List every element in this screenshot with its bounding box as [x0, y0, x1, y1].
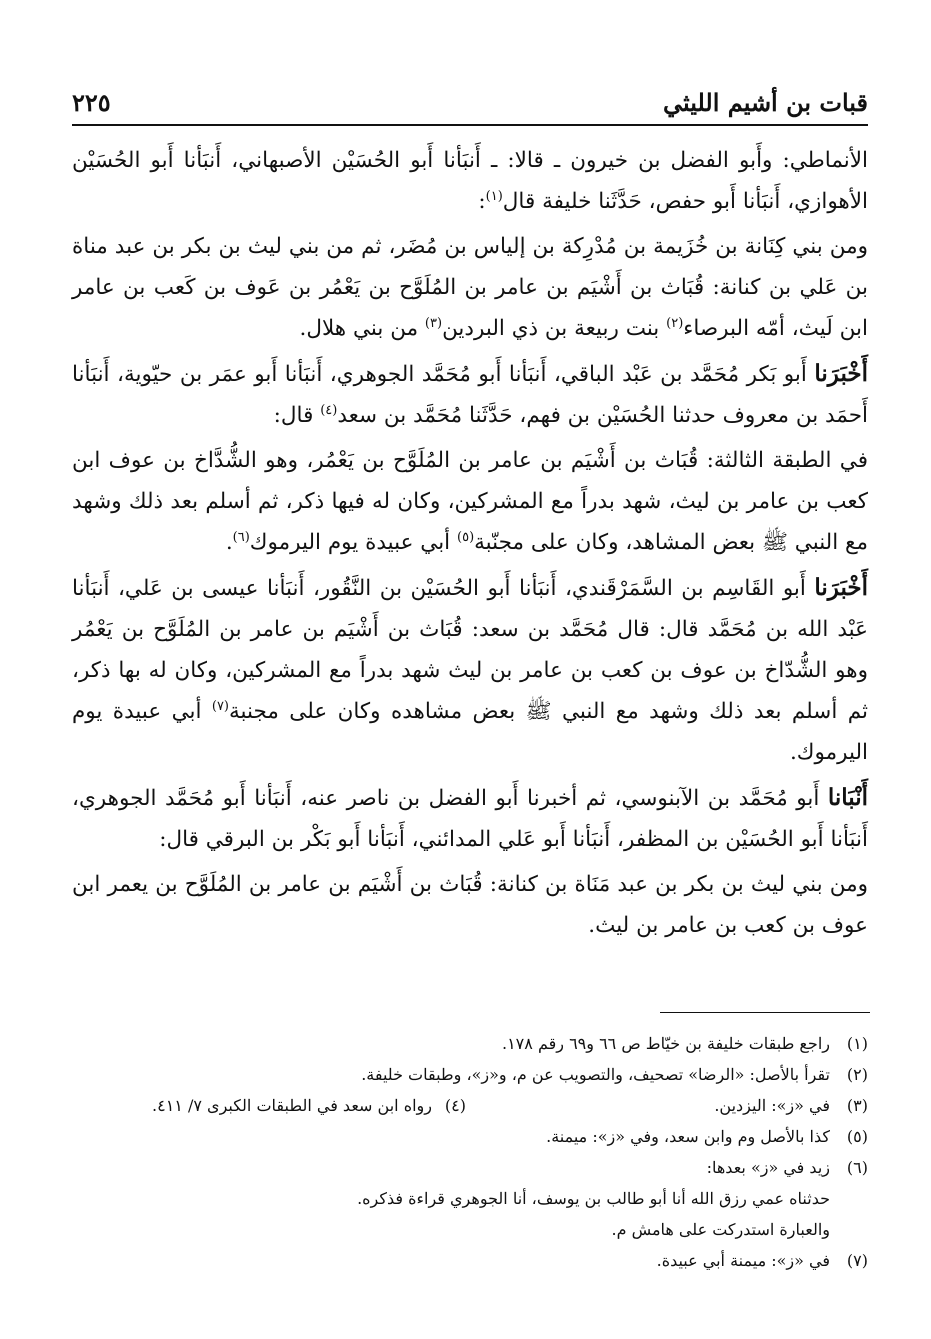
footnote-ref[interactable]: (٣)	[424, 315, 443, 331]
footnote-ref[interactable]: (٢)	[666, 315, 684, 331]
paragraph-7: ومن بني ليث بن بكر بن عبد مَنَاة بن كنانة: قُبَاث بن أَشْيَم بن عامر بن المُلَوَّح بن يعمر ابن عوف بن كعب بن عامر بن ليث.	[72, 872, 868, 938]
paragraph-2: ومن بني كِنَانة بن خُزَيمة بن مُدْرِكة بن إلياس بن مُضَر، ثم من بني ليث بن بكر بن عبد مناة بن عَلي بن كنانة: قُبَاث بن أَشْيَم بن عامر بن المُلَوَّح بن يَعْمُر بن عَوف بن كَعب بن عامر ابن لَيث، أمّه البرصاء$^{(٢)}$ بنت ربيعة بن ذي البردين$^{(٣)}$ من بني هلال.	[72, 234, 868, 341]
footnote-4: (٤)رواه ابن سعد في الطبقات الكبرى ٧/ ٤١١.	[152, 1096, 466, 1115]
footnote-ref[interactable]: (٤)	[320, 402, 338, 418]
footnote-ref[interactable]: (٧)	[211, 698, 229, 714]
page-header	[72, 84, 868, 124]
paragraph-4: في الطبقة الثالثة: قُبَاث بن أَشْيَم بن عامر بن المُلَوَّح بن يَعْمُر، وهو الشُّدَّاخ بن عوف ابن كعب بن عامر بن ليث، شهد بدراً مع المشركين، وكان له فيها ذكر، ثم أسلم بعد ذلك وشهد مع النبي ﷺ بعض المشاهد، وكان على مجنّبة$^{(٥)}$ أبي عبيدة يوم اليرموك$^{(٦)}$.	[72, 448, 868, 555]
footnote-rule	[660, 1012, 870, 1013]
footnote-7: (٧)في «ز»: ميمنة أبي عبيدة.	[656, 1251, 868, 1270]
paragraph-6: أَنْبَانا أَبو مُحَمَّد بن الآبنوسي، ثم أخبرنا أَبو الفضل بن ناصر عنه، أَنبَأنا أَبو مُحَمَّد الجوهري، أَنبَأنا أَبو الحُسَيْن بن المظفر، أَنبَأنا أَبو عَلي المدائني، أَنبَأنا أَبو بَكْر بن البرقي قال:	[72, 784, 868, 852]
footnote-6: (٦)زيد في «ز» بعدها:	[706, 1158, 868, 1177]
isnad-keyword: أَخْبَرَنا	[814, 360, 868, 387]
footnote-6-line-2: حدثناه عمي رزق الله أنا أبو طالب بن يوسف، أنا الجوهري قراءة فذكره.	[357, 1189, 830, 1208]
page-number: ٢٢٥	[72, 88, 111, 117]
footnote-ref[interactable]: (٦)	[232, 529, 250, 545]
footnote-5: (٥)كذا بالأصل وم وابن سعد، وفي «ز»: ميمنة.	[546, 1127, 868, 1146]
header-rule	[72, 124, 868, 126]
main-text	[72, 140, 868, 950]
isnad-keyword: أَنْبَانا	[827, 784, 868, 811]
footnote-ref[interactable]: (١)	[485, 188, 503, 204]
paragraph-3: أَخْبَرَنا أَبو بَكر مُحَمَّد بن عَبْد الباقي، أَنبَأنا أَبو مُحَمَّد الجوهري، أَنبَأنا أَبو عمَر بن حيّوية، أَنبَأنا أَحمَد بن معروف حدثنا الحُسَيْن بن فهم، حَدَّثَنا مُحَمَّد بن سعد$^{(٤)}$ قال:	[72, 360, 868, 428]
footnote-ref[interactable]: (٥)	[457, 529, 475, 545]
isnad-keyword: أَخْبَرَنا	[814, 574, 868, 601]
footnote-2: (٢)تقرأ بالأصل: «الرضا» تصحيف، والتصويب عن م، و«ز»، وطبقات خليفة.	[361, 1065, 868, 1084]
paragraph-5: أَخْبَرَنا أَبو القَاسِم بن السَّمَرْقَندي، أَنبَأنا أَبو الحُسَيْن بن النَّقُور، أَنبَأنا عيسى بن عَلي، أَنبَأنا عَبْد الله بن مُحَمَّد قال: قال مُحَمَّد بن سعد: قُبَاث بن أَشْيَم بن عامر بن المُلَوَّح بن يَعْمُر وهو الشُّدّاخ بن عوف بن كعب بن عامر بن ليث شهد بدراً مع المشركين، وكان له بها ذكر، ثم أسلم بعد ذلك وشهد مع النبي ﷺ بعض مشاهده وكان على مجنبة$^{(٧)}$ أبي عبيدة يوم اليرموك.	[72, 574, 868, 765]
footnote-6-line-3: والعبارة استدركت على هامش م.	[611, 1220, 830, 1239]
footnotes	[72, 1028, 868, 1276]
footnote-3-4: (٣)في «ز»: اليزدين. (٤)رواه ابن سعد في الطبقات الكبرى ٧/ ٤١١.	[72, 1090, 868, 1121]
paragraph-1: الأنماطي: وأَبو الفضل بن خيرون ـ قالا: ـ أَنبَأنا أَبو الحُسَيْن الأصبهاني، أَنبَأنا أَبو الحُسَيْن الأهوازي، أَنبَأنا أَبو حفص، حَدَّثَنا خليفة قال$^{(١)}$:	[72, 148, 868, 214]
footnote-1: (١)راجع طبقات خليفة بن خيّاط ص ٦٦ و٦٩ رقم ١٧٨.	[501, 1034, 868, 1053]
running-title: قبات بن أشيم الليثي	[662, 88, 868, 117]
